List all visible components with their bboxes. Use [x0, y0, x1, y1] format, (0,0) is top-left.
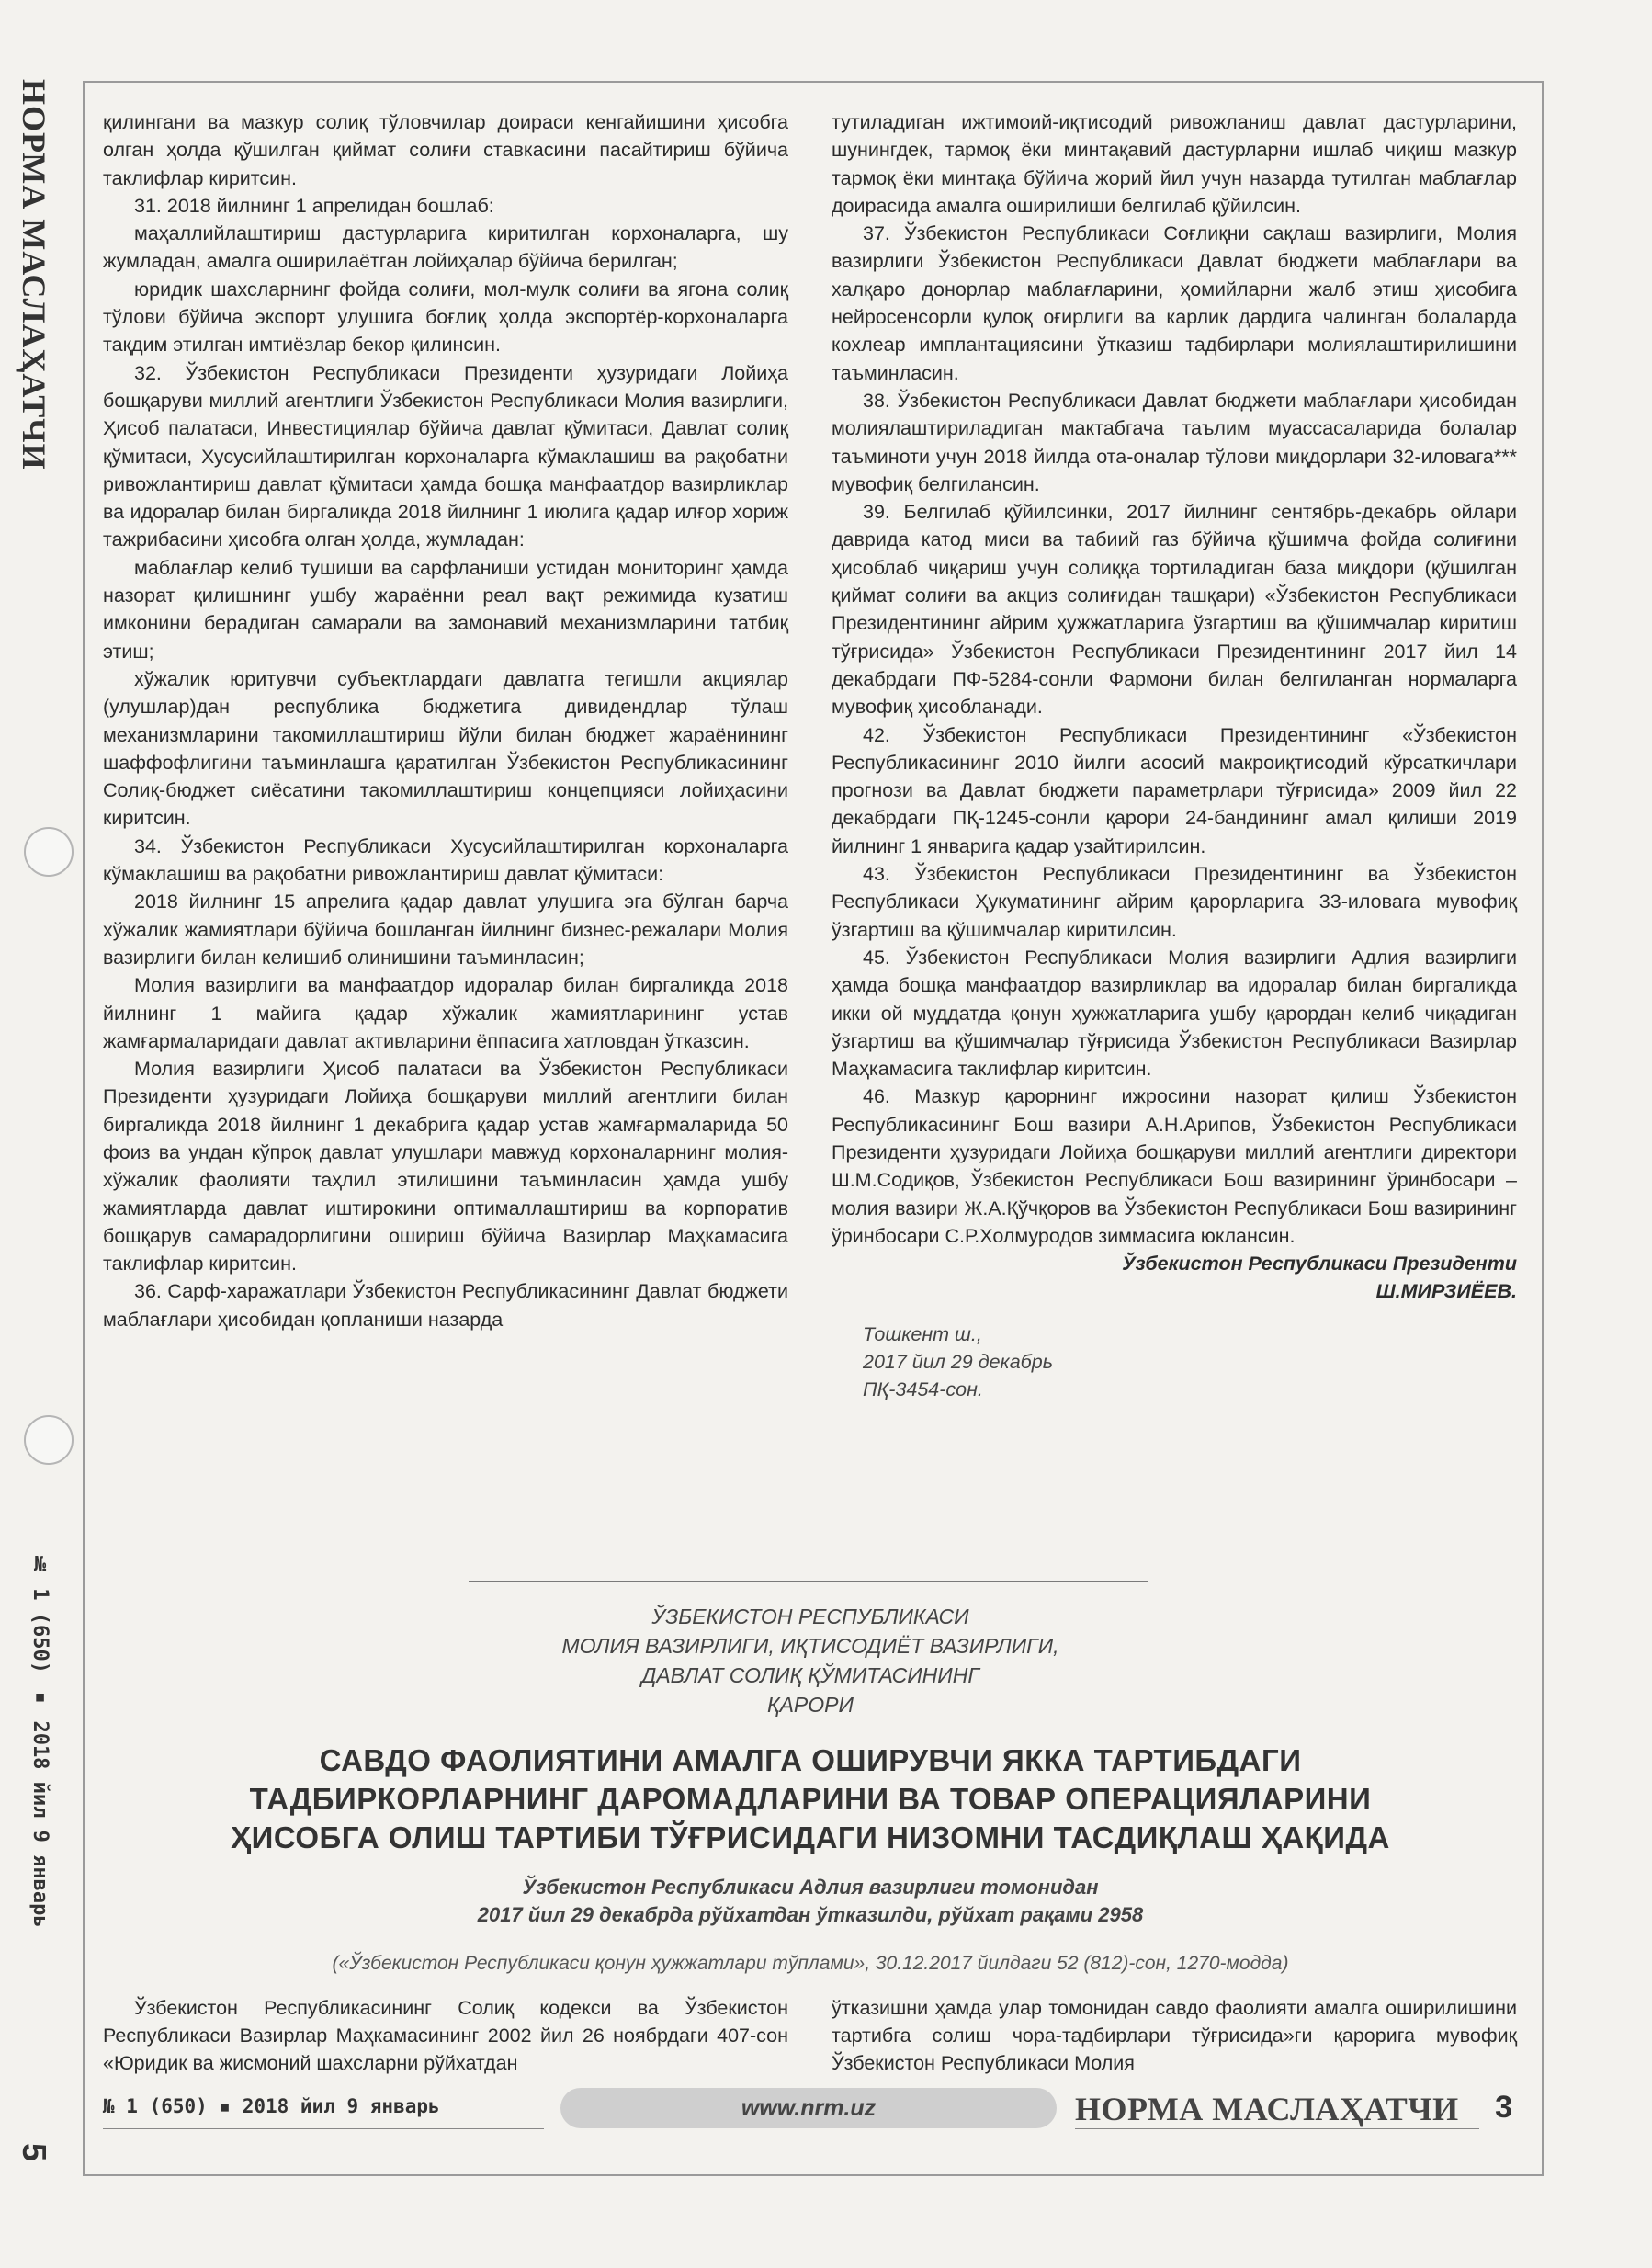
decree-date: 2017 йил 29 декабрь — [863, 1351, 1054, 1374]
section-divider — [469, 1581, 1148, 1582]
place: Тошкент ш., — [863, 1322, 982, 1345]
signature-title: Ўзбекистон Республикаси Президенти — [1122, 1253, 1517, 1276]
paragraph: Молия вазирлиги ва манфаатдор идоралар билан биргаликда 2018 йилнинг 1 майига қадар хўжалик жамиятларининг устав жамғармаларидаги давлат активларини ёппасига хатловдан ўтказсин. — [103, 974, 788, 1052]
paragraph: 45. Ўзбекистон Республикаси Молия вазирлиги Адлия вазирлиги ҳамда бошқа манфаатдор вазирликлар ва идоралар билан биргаликда икки ой муддатда қонун ҳужжатларига ушбу қарордан келиб чиқадиган ўзгартиш ва қўшимчалар тўғрисида Ўзбекистон Республикаси Вазирлар Маҳкамасига таклифлар киритсин. — [832, 946, 1517, 1081]
paragraph: қилингани ва мазкур солиқ тўловчилар доираси кенгайишини ҳисобга олган ҳолда қўшилган қиймат солиғи ставкасини пасайтириш бўйича таклифлар киритсин. — [103, 111, 788, 189]
paragraph: тутиладиган ижтимоий-иқтисодий ривожланиш давлат дастурларини, шунингдек, тармоқ ёки минтақавий дастурларни ишлаб чиқиш мазкур тармоқ ёки минтақа бўйича жорий йил учун назарда тутилган маблағлар доирасида амалга оширилиши белгилаб қўйилсин. — [832, 111, 1517, 217]
issuer-line: МОЛИЯ ВАЗИРЛИГИ, ИҚТИСОДИЁТ ВАЗИРЛИГИ, — [561, 1634, 1059, 1658]
footer-brand: НОРМА МАСЛАҲАТЧИ — [1075, 2091, 1459, 2127]
punch-hole-top — [24, 827, 74, 877]
paragraph: 39. Белгилаб қўйилсинки, 2017 йилнинг сентябрь-декабрь ойлари даврида катод миси ва табиий газ бўйича қўшимча фойда солиғини ҳисоблаб чиқариш учун солиққа тортиладиган база миқдори (қўшилган қиймат солиғи ва акциз солиғидан ташқари) «Ўзбекистон Республикаси Президентининг айрим ҳужжатларига ўзгартиш ва қўшимчалар киритиш тўғрисида» Ўзбекистон Республикаси Президентининг 2017 йил 14 декабрдаги ПФ-5284-сонли Фармони билан белгиланган нормаларга мувофиқ ҳисобланади. — [832, 501, 1517, 719]
footer-brand-rule — [1075, 2128, 1479, 2129]
page-footer — [103, 2088, 1518, 2134]
paragraph: 38. Ўзбекистон Республикаси Давлат бюджети маблағлари ҳисобидан молиялаштириладиган мактабгача таълим муассасаларида болалар таъминоти учун 2018 йилда ота-оналар тўлови миқдорлари 32-иловага*** мувофиқ белгилансин. — [832, 389, 1517, 495]
paragraph: Молия вазирлиги Ҳисоб палатаси ва Ўзбекистон Республикаси Президенти ҳузуридаги Лойиҳа бошқаруви миллий агентлиги билан биргаликда 2018 йилнинг 1 декабрига қадар устав жамғармаларида 50 фоиз ва ундан кўпроқ давлат улушлари мавжуд корхоналарнинг молия-хўжалик фаолияти таҳлил этилишини таъминласин ҳамда ушбу жамиятларда давлат иштирокини оптималлаштириш ва корпоратив бошқарув самарадорлигини ошириш бўйича Вазирлар Маҳкамасига таклифлар киритсин. — [103, 1058, 788, 1276]
registration-line: 2017 йил 29 декабрда рўйхатдан ўтказилди, рўйхат рақами 2958 — [477, 1903, 1144, 1926]
binding-margin — [0, 0, 72, 2268]
collection-reference: («Ўзбекистон Республикаси қонун ҳужжатлари тўплами», 30.12.2017 йилдаги 52 (812)-сон, 1270-модда) — [332, 1953, 1289, 1974]
punch-hole-bottom — [24, 1415, 74, 1465]
paragraph: 31. 2018 йилнинг 1 апрелидан бошлаб: — [134, 194, 494, 217]
issuer-line: ДАВЛАТ СОЛИҚ ҚЎМИТАСИНИНГ — [641, 1663, 979, 1687]
paragraph: юридик шахсларнинг фойда солиғи, мол-мулк солиғи ва ягона солиқ тўлови бўйича экспорт улушига боғлиқ ҳолда экспортёр-корхоналарга тақдим этилган имтиёзлар бекор қилинсин. — [103, 278, 788, 357]
paragraph: 37. Ўзбекистон Республикаси Соғлиқни сақлаш вазирлиги, Молия вазирлиги Ўзбекистон Республикаси Давлат бюджети маблағлари ва халқаро донорлар маблағларини, ҳомийларни жалб этиш ҳисобига нейросенсорли қулоқ оғирлиги ва карлик дардига чалинган болаларда кохлеар имплантациясини ўтказиш тадбирлари молиялаштирилишини таъминласин. — [832, 222, 1517, 384]
paragraph: хўжалик юритувчи субъектлардаги давлатга тегишли акциялар (улушлар)дан республика бюджетига дивидендлар тўлаш механизмларини такомиллаштириш йўли билан бюджет жараёнининг шаффофлигини таъминлашга қаратилган Ўзбекистон Республикасининг Солиқ-бюджет сиёсатини такомиллаштириш концепцияси лойиҳасини киритсин. — [103, 667, 788, 830]
paragraph: маблағлар келиб тушиши ва сарфланиши устидан мониторинг ҳамда назорат қилишнинг ушбу жараённи реал вақт режимида кузатиш имконини берадиган самарали ва замонавий механизмларини татбиқ этиш; — [103, 556, 788, 663]
paragraph: 32. Ўзбекистон Республикаси Президенти ҳузуридаги Лойиҳа бошқаруви миллий агентлиги Ўзбекистон Республикаси Молия вазирлиги, Ҳисоб палатаси, Инвестициялар бўйича давлат қўмитаси, Давлат солиқ қўмитаси, Хусусийлаштирилган корхоналарга кўмаклашиш ва рақобатни ривожлантириш давлат қўмитаси ҳамда бошқа манфаатдор вазирликлар ва идоралар билан биргаликда 2018 йилнинг 1 июлига қадар илғор хориж тажрибасини ҳисобга олган ҳолда, жумладан: — [103, 361, 788, 551]
title-line: ТАДБИРКОРЛАРНИНГ ДАРОМАДЛАРИНИ ВА ТОВАР ОПЕРАЦИЯЛАРИНИ — [249, 1782, 1372, 1816]
signature-name: Ш.МИРЗИЁЕВ. — [1375, 1280, 1517, 1303]
paragraph: 43. Ўзбекистон Республикаси Президентининг ва Ўзбекистон Республикаси Ҳукуматининг айрим қарорларига 33-иловага мувофиқ ўзгартиш ва қўшимчалар киритилсин. — [832, 863, 1517, 941]
footer-rule — [103, 2128, 544, 2129]
issuer-line: ЎЗБЕКИСТОН РЕСПУБЛИКАСИ — [651, 1605, 969, 1628]
registration-note — [103, 1874, 1518, 1929]
issuer-line: ҚАРОРИ — [767, 1693, 854, 1717]
decree-issuer — [103, 1602, 1518, 1719]
side-journal-title: НОРМА МАСЛАҲАТЧИ — [16, 79, 52, 471]
paragraph: маҳаллийлаштириш дастурларига киритилган корхоналарга, шу жумладан, амалга оширилаётган лойиҳалар бўйича берилган; — [103, 222, 788, 273]
decree-body-right — [832, 1994, 1517, 2077]
footer-website-link[interactable]: www.nrm.uz — [560, 2088, 1057, 2128]
paragraph: Ўзбекистон Республикасининг Солиқ кодекси ва Ўзбекистон Республикаси Вазирлар Маҳкамасининг 2002 йил 26 ноябрдаги 407-сон «Юридик ва жисмоний шахсларни рўйхатдан — [103, 1997, 788, 2074]
registration-line: Ўзбекистон Республикаси Адлия вазирлиги томонидан — [522, 1876, 1099, 1899]
paragraph: 34. Ўзбекистон Республикаси Хусусийлаштирилган корхоналарга кўмаклашиш ва рақобатни ривожлантириш давлат қўмитаси: — [103, 834, 788, 886]
paragraph: 36. Сарф-харажатлари Ўзбекистон Республикасининг Давлат бюджети маблағлари ҳисобидан қопланиши назарда — [103, 1280, 788, 1331]
footer-page-number: 3 — [1495, 2090, 1512, 2125]
title-line: ҲИСОБГА ОЛИШ ТАРТИБИ ТЎҒРИСИДАГИ НИЗОМНИ ТАСДИҚЛАШ ҲАҚИДА — [231, 1820, 1390, 1854]
title-line: САВДО ФАОЛИЯТИНИ АМАЛГА ОШИРУВЧИ ЯККА ТАРТИБДАГИ — [319, 1743, 1302, 1777]
left-text-column — [103, 108, 788, 1333]
side-issue-info: № 1 (650) ▪ 2018 йил 9 январь — [28, 1553, 51, 1928]
paragraph: 2018 йилнинг 15 апрелига қадар давлат улушига эга бўлган барча хўжалик жамиятлари бўйича бошланган йилнинг бизнес-режалари Молия вазирлиги билан келишиб олинишини таъминласин; — [103, 890, 788, 969]
right-text-column — [832, 108, 1517, 1404]
side-page-number: 5 — [16, 2143, 53, 2162]
paragraph: ўтказишни ҳамда улар томонидан савдо фаолияти амалга оширилишини тартибга солиш чора-тадбирлари тўғрисида»ги қарорига мувофиқ Ўзбекистон Республикаси Молия — [832, 1997, 1517, 2074]
decree-title — [103, 1741, 1518, 1857]
paragraph: 42. Ўзбекистон Республикаси Президентининг «Ўзбекистон Республикасининг 2010 йилги асосий макроиқтисодий кўрсаткичлари прогнози ва Давлат бюджети параметрлари тўғрисида» 2009 йил 22 декабрдаги ПҚ-1245-сонли қарори 24-бандининг амал қилиши 2019 йилнинг 1 январига қадар узайтирилсин. — [832, 723, 1517, 857]
footer-issue: № 1 (650) ▪ 2018 йил 9 январь — [103, 2095, 440, 2117]
decree-number: ПҚ-3454-сон. — [863, 1378, 983, 1401]
paragraph: 46. Мазкур қарорнинг ижросини назорат қилиш Ўзбекистон Республикасининг Бош вазири А.Н.Арипов, Ўзбекистон Республикаси Президенти ҳузуридаги Лойиҳа бошқаруви миллий агентлиги директори Ш.М.Содиқов, Ўзбекистон Республикаси Бош вазирининг ўринбосари – молия вазири Ж.А.Қўчқоров ва Ўзбекистон Республикаси Бош вазирининг ўринбосари С.Р.Холмуродов зиммасига юклансин. — [832, 1085, 1517, 1247]
decree-body-left — [103, 1994, 788, 2077]
